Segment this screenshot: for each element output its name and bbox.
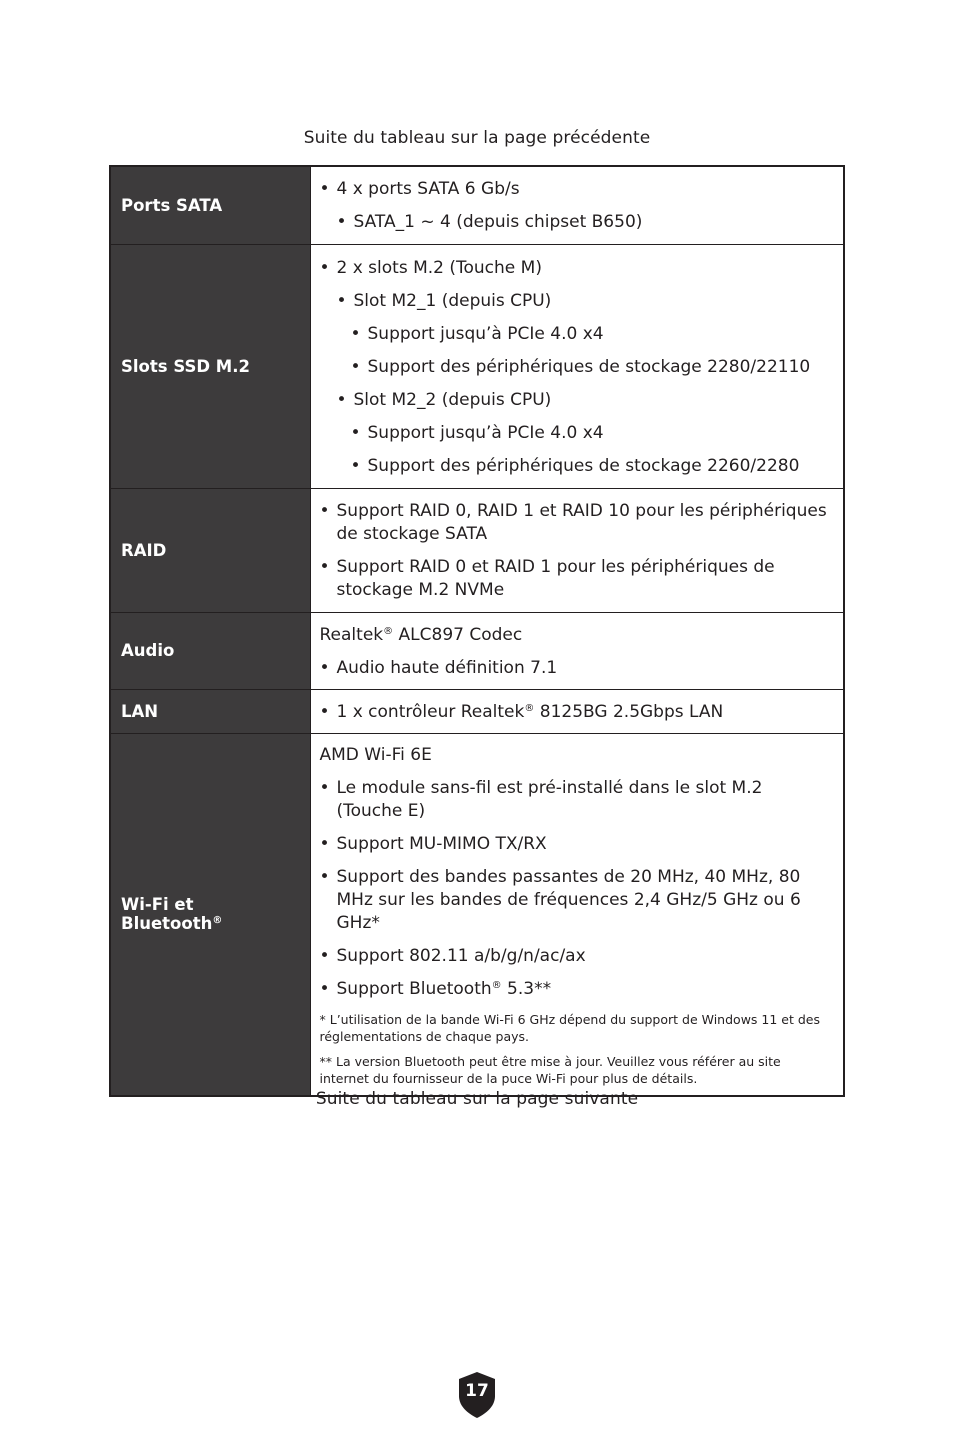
registered-mark: ® bbox=[491, 979, 502, 991]
table-row bbox=[110, 733, 844, 1096]
list-item: • Support des périphériques de stockage 2260/2280 bbox=[320, 455, 834, 478]
page-number-badge bbox=[458, 1372, 496, 1418]
table-row bbox=[110, 689, 844, 733]
codec-line bbox=[320, 624, 834, 647]
bluetooth-text: Support Bluetooth bbox=[336, 978, 492, 999]
list-item: • 2 x slots M.2 (Touche M) bbox=[320, 257, 834, 280]
list-item: • Support des bandes passantes de 20 MHz, 40 MHz, 80 MHz sur les bandes de fréquences 2,4 GHz/5 GHz ou 6 GHz* bbox=[320, 866, 834, 935]
row-value bbox=[310, 733, 844, 1096]
row-label bbox=[110, 733, 310, 1096]
table-row bbox=[110, 612, 844, 689]
list-item: • Audio haute définition 7.1 bbox=[320, 657, 834, 680]
list-item: • 4 x ports SATA 6 Gb/s bbox=[320, 178, 834, 201]
codec-brand: Realtek bbox=[319, 624, 384, 645]
registered-mark: ® bbox=[383, 625, 394, 637]
lan-controller: 1 x contrôleur Realtek bbox=[336, 701, 525, 722]
row-value bbox=[310, 689, 844, 733]
continued-on-text: Suite du tableau sur la page suivante bbox=[315, 1089, 639, 1109]
specifications-table bbox=[109, 165, 845, 1097]
list-item bbox=[320, 978, 834, 1001]
continued-on-caption bbox=[0, 1089, 954, 1109]
bluetooth-version: 5.3** bbox=[501, 978, 552, 999]
row-value bbox=[310, 488, 844, 612]
list-item: • Support RAID 0 et RAID 1 pour les périphériques de stockage M.2 NVMe bbox=[320, 556, 834, 602]
codec-model: ALC897 Codec bbox=[393, 624, 523, 645]
row-value bbox=[310, 166, 844, 244]
footnote: ** La version Bluetooth peut être mise à jour. Veuillez vous référer au site internet du fournisseur de la puce Wi-Fi pour plus de détails. bbox=[319, 1053, 781, 1086]
table-row bbox=[110, 166, 844, 244]
footnote: * L’utilisation de la bande Wi-Fi 6 GHz dépend du support de Windows 11 et des réglementations de chaque pays. bbox=[319, 1011, 820, 1044]
list-item: • Support des périphériques de stockage 2280/22110 bbox=[320, 356, 834, 379]
registered-mark: ® bbox=[212, 915, 223, 926]
continued-from-caption: Suite du tableau sur la page précédente bbox=[303, 128, 651, 148]
row-label: RAID bbox=[110, 488, 310, 612]
list-item: • Support jusqu’à PCIe 4.0 x4 bbox=[320, 323, 834, 346]
list-item bbox=[320, 701, 834, 724]
list-item: • Support 802.11 a/b/g/n/ac/ax bbox=[320, 945, 834, 968]
row-value bbox=[310, 244, 844, 488]
row-label: Slots SSD M.2 bbox=[110, 244, 310, 488]
page-number: 17 bbox=[465, 1381, 489, 1401]
list-item: • SATA_1 ~ 4 (depuis chipset B650) bbox=[320, 211, 834, 234]
row-label: LAN bbox=[110, 689, 310, 733]
row-value bbox=[310, 612, 844, 689]
list-item: • Slot M2_2 (depuis CPU) bbox=[320, 389, 834, 412]
list-item: • Le module sans-fil est pré-installé dans le slot M.2 (Touche E) bbox=[320, 777, 834, 823]
list-item: • Support jusqu’à PCIe 4.0 x4 bbox=[320, 422, 834, 445]
list-item: • Support RAID 0, RAID 1 et RAID 10 pour les périphériques de stockage SATA bbox=[320, 500, 834, 546]
lan-model: 8125BG 2.5Gbps LAN bbox=[534, 701, 724, 722]
list-item: • Support MU-MIMO TX/RX bbox=[320, 833, 834, 856]
table-row bbox=[110, 488, 844, 612]
row-label: Ports SATA bbox=[110, 166, 310, 244]
row-label-text: Wi-Fi et Bluetooth bbox=[121, 895, 213, 933]
list-item: • Slot M2_1 (depuis CPU) bbox=[320, 290, 834, 313]
table-row bbox=[110, 244, 844, 488]
registered-mark: ® bbox=[524, 702, 535, 714]
wifi-module: AMD Wi-Fi 6E bbox=[319, 744, 432, 765]
row-label: Audio bbox=[110, 612, 310, 689]
